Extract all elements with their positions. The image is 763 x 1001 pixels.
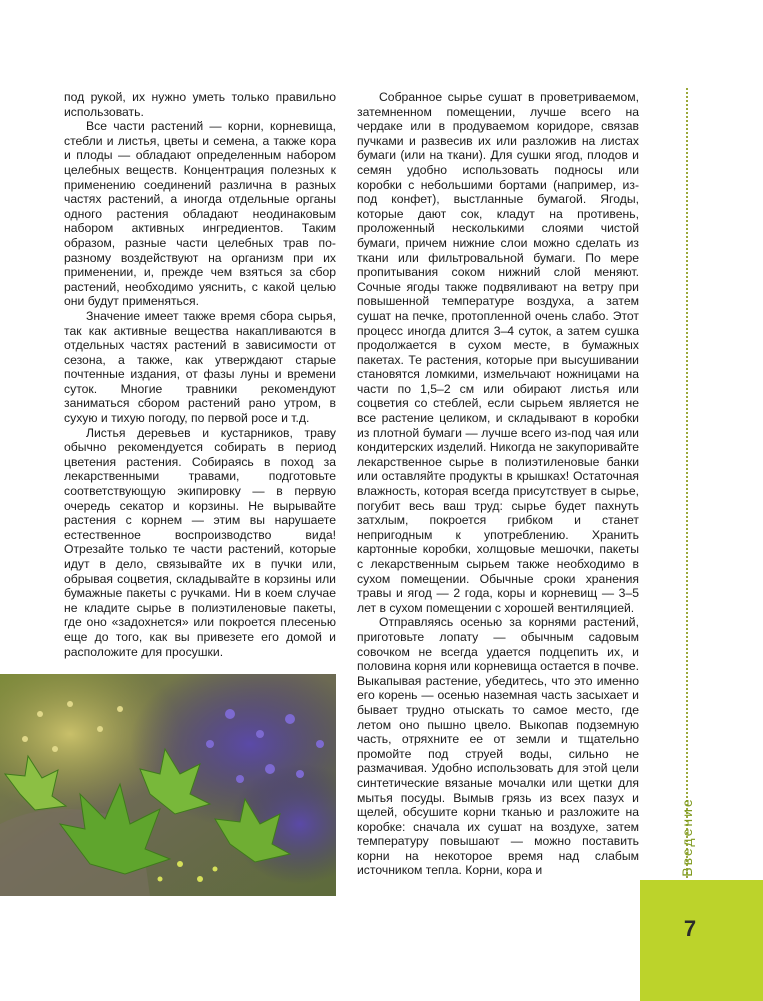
paragraph: Листья деревьев и кустарников, траву обычно рекомендуется собирать в период цветения растения. Собираясь в поход за лекарственными травами, подготовьте соответствующую экипировку — в первую очередь секатор и корзины. Не вырывайте растения с корнем — этим вы нарушаете естественное воспроизводство вида! Отрезайте только те части растений, которые идут в дело, связывайте их в пучки или, обрывая соцветия, складывайте в корзины или бумажные пакеты с ручками. Ни в коем случае не кладите сырье в полиэтиленовые пакеты, где оно «задохнется» или покроется плесенью еще до того, как вы привезете его домой и расположите для просушки. <box>64 425 336 659</box>
page-number: 7 <box>683 916 697 941</box>
section-label-text: Введение <box>679 797 695 877</box>
paragraph: Все части растений — корни, корневища, стебли и листья, цветы и семена, а также кора и плоды — обладают определенным набором целебных веществ. Концентрация полезных к применению соединений различна в разных частях растений, а иногда отдельные органы одного растения обладают неодинаковым набором активных ингредиентов. Таким образом, разные части целебных трав по-разному воздействуют на организм при их применении, и, прежде чем взяться за сбор растений, необходимо уяснить, с какой целью они будут применяться. <box>64 119 336 309</box>
paragraph: Значение имеет также время сбора сырья, так как активные вещества накапливаются в отдельных частях растений в зависимости от сезона, а также, как утверждают старые почтенные издания, от фазы луны и времени суток. Многие травники рекомендуют заниматься сбором растений рано утром, в сухую и тихую погоду, по первой росе и т.д. <box>64 308 336 426</box>
right-text-column <box>357 90 639 878</box>
page-number-tab <box>640 880 763 1001</box>
section-label <box>676 792 698 882</box>
paragraph: Отправляясь осенью за корнями растений, приготовьте лопату — обычным садовым совочком не всегда удается подцепить их, и половина корня или корневища остается в почве. Выкапывая растение, убедитесь, что это именно его корень — осенью наземная часть засыхает и бывает трудно отыскать то самое место, где летом оно пышно цвело. Выкопав подземную часть, отряхните ее от земли и тщательно промойте под струей воды, сильно не размачивая. Удобно использовать для этой цели синтетические вязаные мочалки или щетки для мытья посуды. Вымыв грязь из всех пазух и щелей, обсушите корни тканью и разложите на коробке: сначала их сушат на воздухе, затем температуру повышают — можно поставить корни на некоторое время над слабым источником тепла. Корни, кора и <box>357 615 639 878</box>
paragraph: Собранное сырье сушат в проветриваемом, затемненном помещении, лучше всего на чердаке или в продуваемом коридоре, связав пучками и развесив их или разложив на листах бумаги (или на ткани). Для сушки ягод, плодов и семян удобно использовать подносы или коробки с небольшими бортами (например, из-под конфет), выстланные бумагой. Ягоды, которые дают сок, кладут на противень, проложенный несколькими слоями чистой бумаги, причем нижние слои можно сделать из ткани или фильтровальной бумаги. По мере пропитывания соком нижний слой меняют. Сочные ягоды также подвяливают на ветру при повышенной температуре воздуха, а затем сушат на печке, протопленной очень слабо. Этот процесс иногда длится 3–4 суток, а затем сушка продолжается в сухом месте, в бумажных пакетах. Те растения, которые при высушивании становятся ломкими, измельчают ножницами на части по 1,5–2 см или обирают листья или соцветия со стеблей, если сырьем является не все растение целиком, и складывают в коробки из плотной бумаги — лучше всего из-под чая или кондитерских изделий. Никогда не закупоривайте лекарственное сырье в полиэтиленовые банки или оставляйте продукты в крышках! Остаточная влажность, которая всегда присутствует в сырье, погубит весь ваш труд: сырье будет пахнуть затхлым, покроется грибком и станет непригодным к употреблению. Хранить картонные коробки, холщовые мешочки, пакеты с лекарственным сырьем также необходимо в сухом помещении. Обычные сроки хранения травы и ягод — 2 года, коры и корневищ — 3–5 лет в сухом помещении с хорошей вентиляцией. <box>357 90 639 615</box>
sidebar-dotted-rule <box>686 88 688 878</box>
paragraph: под рукой, их нужно уметь только правильно использовать. <box>64 90 336 119</box>
left-text-column <box>64 90 336 659</box>
herbs-photo <box>0 674 336 896</box>
